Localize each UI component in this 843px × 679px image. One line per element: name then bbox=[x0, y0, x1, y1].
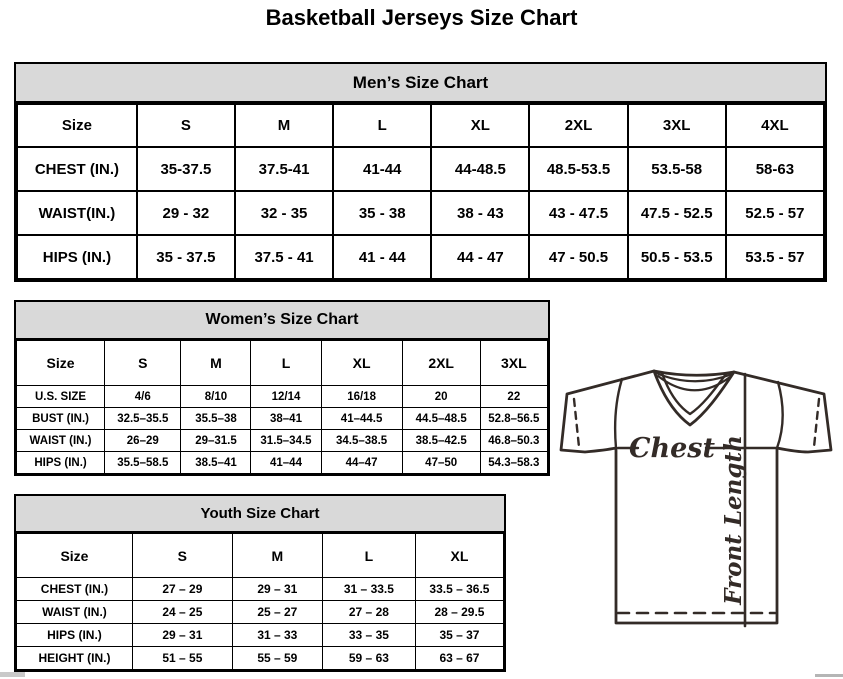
size-value-cell: 35-37.5 bbox=[137, 147, 235, 191]
size-value-cell: 63 – 67 bbox=[415, 647, 503, 670]
table-row bbox=[17, 408, 548, 430]
page-title: Basketball Jerseys Size Chart bbox=[265, 5, 578, 30]
row-label: WAIST (IN.) bbox=[17, 601, 133, 624]
column-header-row bbox=[17, 104, 824, 147]
size-value-cell: 44–47 bbox=[321, 452, 402, 474]
right-cuff-dashed-line bbox=[814, 399, 819, 447]
column-header: 2XL bbox=[402, 341, 480, 386]
column-header: 3XL bbox=[480, 341, 547, 386]
column-header: L bbox=[322, 534, 415, 578]
mens-chart-header: Men’s Size Chart bbox=[16, 64, 825, 103]
front-length-label: Front Length bbox=[720, 435, 747, 605]
size-value-cell: 27 – 29 bbox=[132, 578, 232, 601]
column-header: S bbox=[132, 534, 232, 578]
column-header: M bbox=[235, 104, 333, 147]
column-header: XL bbox=[431, 104, 529, 147]
table-row bbox=[17, 452, 548, 474]
column-header: L bbox=[251, 341, 321, 386]
size-value-cell: 32 - 35 bbox=[235, 191, 333, 235]
left-armhole-seam bbox=[615, 379, 622, 448]
column-header: Size bbox=[17, 104, 137, 147]
column-header: Size bbox=[17, 341, 105, 386]
row-label: CHEST (IN.) bbox=[17, 147, 137, 191]
horizontal-scrollbar-fragment-right[interactable] bbox=[815, 674, 843, 677]
size-value-cell: 35 – 37 bbox=[415, 624, 503, 647]
size-value-cell: 47 - 50.5 bbox=[529, 235, 627, 279]
size-value-cell: 35.5–38 bbox=[181, 408, 251, 430]
size-value-cell: 53.5-58 bbox=[628, 147, 726, 191]
column-header: 3XL bbox=[628, 104, 726, 147]
size-value-cell: 37.5-41 bbox=[235, 147, 333, 191]
womens-size-table bbox=[16, 340, 548, 474]
size-value-cell: 44-48.5 bbox=[431, 147, 529, 191]
table-row bbox=[17, 578, 504, 601]
row-label: U.S. SIZE bbox=[17, 386, 105, 408]
size-value-cell: 8/10 bbox=[181, 386, 251, 408]
size-value-cell: 29–31.5 bbox=[181, 430, 251, 452]
column-header: L bbox=[333, 104, 431, 147]
size-value-cell: 50.5 - 53.5 bbox=[628, 235, 726, 279]
size-value-cell: 47.5 - 52.5 bbox=[628, 191, 726, 235]
column-header: XL bbox=[415, 534, 503, 578]
row-label: WAIST(IN.) bbox=[17, 191, 137, 235]
column-header: Size bbox=[17, 534, 133, 578]
size-value-cell: 26–29 bbox=[105, 430, 181, 452]
column-header-row bbox=[17, 341, 548, 386]
size-value-cell: 38.5–42.5 bbox=[402, 430, 480, 452]
row-label: HEIGHT (IN.) bbox=[17, 647, 133, 670]
row-label: HIPS (IN.) bbox=[17, 235, 137, 279]
youth-chart-header: Youth Size Chart bbox=[16, 496, 504, 533]
size-value-cell: 25 – 27 bbox=[232, 601, 322, 624]
row-label: HIPS (IN.) bbox=[17, 452, 105, 474]
size-value-cell: 58-63 bbox=[726, 147, 824, 191]
size-value-cell: 31 – 33.5 bbox=[322, 578, 415, 601]
size-value-cell: 46.8–50.3 bbox=[480, 430, 547, 452]
size-value-cell: 53.5 - 57 bbox=[726, 235, 824, 279]
size-value-cell: 12/14 bbox=[251, 386, 321, 408]
size-value-cell: 43 - 47.5 bbox=[529, 191, 627, 235]
size-value-cell: 27 – 28 bbox=[322, 601, 415, 624]
table-row bbox=[17, 235, 824, 279]
size-value-cell: 59 – 63 bbox=[322, 647, 415, 670]
size-value-cell: 44 - 47 bbox=[431, 235, 529, 279]
size-value-cell: 29 - 32 bbox=[137, 191, 235, 235]
table-row bbox=[17, 647, 504, 670]
size-value-cell: 41–44.5 bbox=[321, 408, 402, 430]
size-value-cell: 31 – 33 bbox=[232, 624, 322, 647]
youth-size-chart bbox=[14, 494, 506, 672]
size-value-cell: 4/6 bbox=[105, 386, 181, 408]
size-value-cell: 54.3–58.3 bbox=[480, 452, 547, 474]
size-value-cell: 52.8–56.5 bbox=[480, 408, 547, 430]
column-header: S bbox=[105, 341, 181, 386]
size-value-cell: 52.5 - 57 bbox=[726, 191, 824, 235]
row-label: WAIST (IN.) bbox=[17, 430, 105, 452]
row-label: HIPS (IN.) bbox=[17, 624, 133, 647]
size-value-cell: 37.5 - 41 bbox=[235, 235, 333, 279]
column-header: 4XL bbox=[726, 104, 824, 147]
size-value-cell: 35 - 38 bbox=[333, 191, 431, 235]
size-value-cell: 47–50 bbox=[402, 452, 480, 474]
horizontal-scrollbar-fragment-left[interactable] bbox=[0, 672, 25, 677]
column-header: S bbox=[137, 104, 235, 147]
size-value-cell: 41 - 44 bbox=[333, 235, 431, 279]
row-label: CHEST (IN.) bbox=[17, 578, 133, 601]
size-value-cell: 34.5–38.5 bbox=[321, 430, 402, 452]
table-row bbox=[17, 386, 548, 408]
size-value-cell: 28 – 29.5 bbox=[415, 601, 503, 624]
size-value-cell: 24 – 25 bbox=[132, 601, 232, 624]
chest-label: Chest bbox=[629, 433, 715, 464]
size-value-cell: 48.5-53.5 bbox=[529, 147, 627, 191]
size-value-cell: 38–41 bbox=[251, 408, 321, 430]
size-value-cell: 20 bbox=[402, 386, 480, 408]
table-row bbox=[17, 191, 824, 235]
mens-size-table bbox=[16, 103, 825, 280]
womens-size-chart bbox=[14, 300, 550, 476]
right-armhole-seam bbox=[777, 382, 783, 448]
column-header: 2XL bbox=[529, 104, 627, 147]
column-header: M bbox=[232, 534, 322, 578]
womens-chart-header: Women’s Size Chart bbox=[16, 302, 548, 340]
size-value-cell: 41–44 bbox=[251, 452, 321, 474]
mens-size-chart bbox=[14, 62, 827, 282]
column-header: M bbox=[181, 341, 251, 386]
size-value-cell: 35 - 37.5 bbox=[137, 235, 235, 279]
size-value-cell: 51 – 55 bbox=[132, 647, 232, 670]
table-row bbox=[17, 147, 824, 191]
size-value-cell: 29 – 31 bbox=[132, 624, 232, 647]
size-value-cell: 33.5 – 36.5 bbox=[415, 578, 503, 601]
youth-size-table bbox=[16, 533, 504, 670]
size-value-cell: 38 - 43 bbox=[431, 191, 529, 235]
table-row bbox=[17, 601, 504, 624]
size-value-cell: 32.5–35.5 bbox=[105, 408, 181, 430]
size-value-cell: 44.5–48.5 bbox=[402, 408, 480, 430]
jersey-diagram-svg bbox=[556, 362, 842, 634]
left-cuff-dashed-line bbox=[574, 399, 579, 447]
size-value-cell: 29 – 31 bbox=[232, 578, 322, 601]
size-value-cell: 55 – 59 bbox=[232, 647, 322, 670]
size-value-cell: 41-44 bbox=[333, 147, 431, 191]
size-value-cell: 35.5–58.5 bbox=[105, 452, 181, 474]
size-value-cell: 38.5–41 bbox=[181, 452, 251, 474]
column-header: XL bbox=[321, 341, 402, 386]
table-row bbox=[17, 624, 504, 647]
size-value-cell: 16/18 bbox=[321, 386, 402, 408]
column-header-row bbox=[17, 534, 504, 578]
size-value-cell: 31.5–34.5 bbox=[251, 430, 321, 452]
table-row bbox=[17, 430, 548, 452]
size-value-cell: 22 bbox=[480, 386, 547, 408]
jersey-measurement-diagram bbox=[556, 362, 842, 634]
size-value-cell: 33 – 35 bbox=[322, 624, 415, 647]
row-label: BUST (IN.) bbox=[17, 408, 105, 430]
